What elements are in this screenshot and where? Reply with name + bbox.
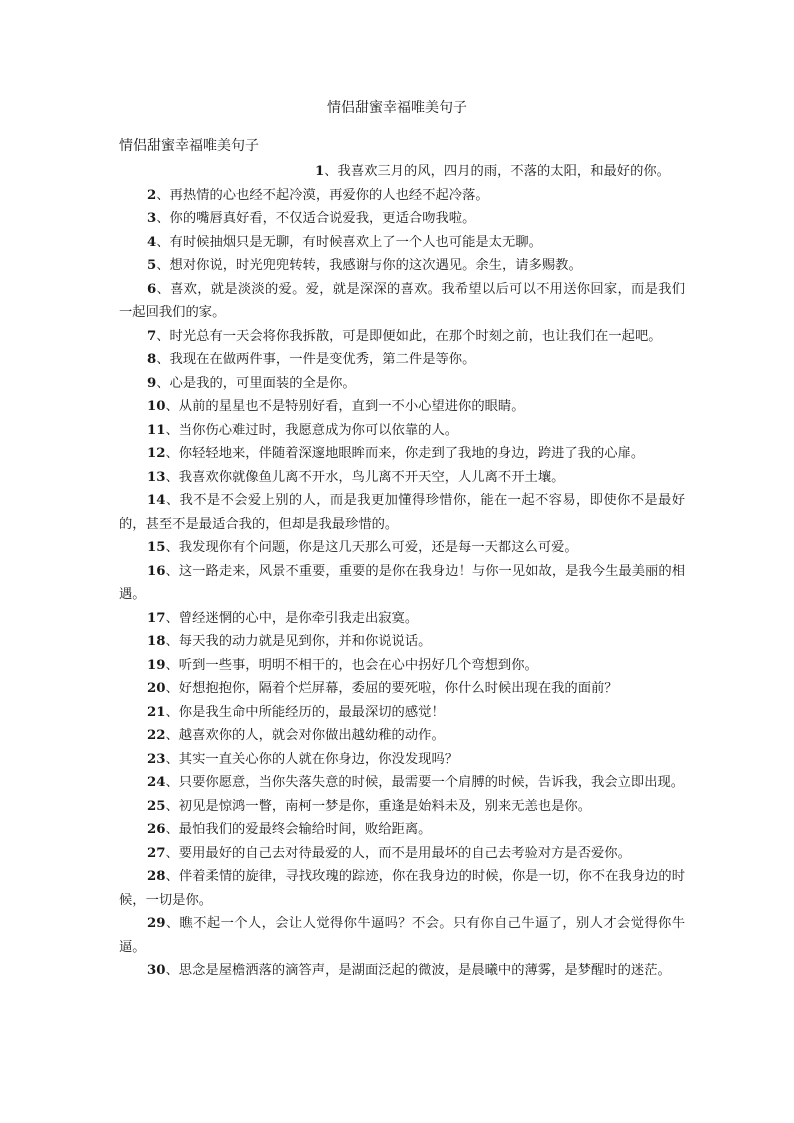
item-text: 、有时候抽烟只是无聊，有时候喜欢上了一个人也可能是太无聊。 (156, 234, 542, 250)
item-number: 17 (147, 610, 166, 626)
list-item (119, 442, 685, 466)
list-item (119, 912, 685, 959)
list-item (119, 254, 685, 278)
item-text: 、伴着柔情的旋律，寻找玫瑰的踪迹，你在我身边的时候，你是一切，你不在我身边的时候，一切是你。 (119, 869, 685, 908)
item-number: 14 (147, 493, 166, 508)
item-number: 9 (147, 375, 157, 391)
item-text: 、当你伤心难过时，我愿意成为你可以依靠的人。 (165, 422, 459, 438)
item-number: 2 (147, 187, 157, 203)
item-text: 、瞧不起一个人，会让人觉得你牛逼吗？不会。只有你自己牛逼了，别人才会觉得你牛逼。 (119, 916, 685, 955)
list-item (119, 419, 685, 443)
list-item (119, 795, 685, 819)
item-text: 、喜欢，就是淡淡的爱。爱，就是深深的喜欢。我希望以后可以不用送你回家，而是我们一起回我们的家。 (119, 281, 685, 320)
list-item (119, 607, 685, 631)
item-text: 、只要你愿意，当你失落失意的时候，最需要一个肩膊的时候，告诉我，我会立即出现。 (165, 775, 685, 790)
item-text: 、再热情的心也经不起冷漠，再爱你的人也经不起冷落。 (156, 187, 489, 203)
item-number: 24 (147, 775, 166, 790)
item-text: 、想对你说，时光兜兜转转，我感谢与你的这次遇见。余生，请多赐教。 (156, 258, 582, 273)
item-number: 6 (147, 281, 157, 297)
document-title: 情侣甜蜜幸福唯美句子 (327, 100, 467, 116)
list-item (119, 231, 685, 255)
item-number: 22 (147, 728, 166, 743)
item-text: 、心是我的，可里面装的全是你。 (156, 375, 356, 391)
list-item (119, 466, 685, 490)
item-number: 30 (147, 963, 166, 978)
item-number: 5 (147, 258, 157, 273)
list-item (119, 395, 685, 419)
item-number: 8 (147, 352, 157, 367)
item-number: 12 (147, 446, 166, 461)
item-text: 、要用最好的自己去对待最爱的人，而不是用最坏的自己去考验对方是否爱你。 (165, 845, 631, 861)
list-item (119, 677, 685, 701)
item-text: 、思念是屋檐洒落的滴答声，是湖面泛起的微波，是晨曦中的薄雾，是梦醒时的迷茫。 (165, 963, 671, 978)
item-number: 1 (315, 164, 325, 179)
item-number: 29 (147, 916, 166, 931)
list-item (119, 372, 685, 396)
item-number: 3 (147, 211, 157, 226)
list-item (119, 654, 685, 678)
item-text: 、好想抱抱你，隔着个烂屏幕，委屈的要死啦，你什么时候出现在我的面前？ (165, 681, 618, 696)
item-text: 、这一路走来，风景不重要，重要的是你在我身边！与你一见如故，是我今生最美丽的相遇。 (119, 563, 685, 602)
item-text: 、从前的星星也不是特别好看，直到一不小心望进你的眼睛。 (165, 399, 525, 414)
item-text: 、听到一些事，明明不相干的，也会在心中拐好几个弯想到你。 (165, 657, 538, 673)
item-number: 16 (147, 563, 166, 579)
item-text: 、我发现你有个问题，你是这几天那么可爱，还是每一天都这么可爱。 (165, 540, 578, 555)
item-text: 、最怕我们的爱最终会输给时间，败给距离。 (165, 822, 432, 837)
list-item (119, 560, 685, 607)
item-number: 26 (147, 822, 166, 837)
item-number: 21 (147, 704, 166, 720)
list-item (119, 630, 685, 654)
list-item (119, 865, 685, 912)
list-item (119, 184, 685, 208)
item-number: 28 (147, 869, 166, 884)
item-text: 、我现在在做两件事，一件是变优秀，第二件是等你。 (156, 352, 476, 367)
list-item (119, 536, 685, 560)
item-text: 、你是我生命中所能经历的，最最深切的感觉！ (165, 704, 445, 720)
item-text: 、曾经迷惘的心中，是你牵引我走出寂寞。 (165, 610, 419, 626)
list-item (119, 959, 685, 983)
item-number: 18 (147, 634, 166, 649)
item-number: 4 (147, 234, 157, 250)
item-text: 、我不是不会爱上别的人，而是我更加懂得珍惜你，能在一起不容易，即使你不是最好的，甚至不是最适合我的，但却是我最珍惜的。 (119, 493, 685, 532)
sentence-list (119, 160, 685, 983)
list-item (119, 325, 685, 349)
item-number: 15 (147, 540, 166, 555)
list-item (119, 278, 685, 325)
list-item (119, 701, 685, 725)
list-item (119, 160, 685, 184)
list-item (119, 771, 685, 795)
item-number: 23 (147, 751, 166, 767)
item-number: 27 (147, 845, 166, 861)
list-item (119, 348, 685, 372)
item-text: 、初见是惊鸿一瞥，南柯一梦是你，重逢是始料未及，别来无恙也是你。 (165, 798, 592, 814)
list-item (119, 748, 685, 772)
item-text: 、其实一直关心你的人就在你身边，你没发现吗？ (165, 751, 459, 767)
item-text: 、每天我的动力就是见到你，并和你说说话。 (165, 634, 432, 649)
item-number: 7 (147, 328, 157, 344)
item-number: 25 (147, 798, 166, 814)
item-number: 19 (147, 657, 166, 673)
item-text: 、你的嘴唇真好看，不仅适合说爱我，更适合吻我啦。 (156, 211, 476, 226)
item-text: 、我喜欢三月的风，四月的雨，不落的太阳，和最好的你。 (324, 164, 670, 179)
item-number: 11 (147, 422, 166, 438)
list-item (119, 207, 685, 231)
list-item (119, 842, 685, 866)
intro-heading: 情侣甜蜜幸福唯美句子 (119, 138, 259, 154)
item-text: 、越喜欢你的人，就会对你做出越幼稚的动作。 (165, 728, 445, 743)
item-number: 13 (147, 469, 166, 485)
list-item (119, 724, 685, 748)
item-number: 20 (147, 681, 166, 696)
item-number: 10 (147, 399, 166, 414)
list-item (119, 489, 685, 536)
item-text: 、时光总有一天会将你我拆散，可是即便如此，在那个时刻之前，也让我们在一起吧。 (156, 328, 662, 344)
item-text: 、我喜欢你就像鱼儿离不开水，鸟儿离不开天空，人儿离不开土壤。 (165, 469, 565, 485)
list-item (119, 818, 685, 842)
item-text: 、你轻轻地来，伴随着深邃地眼眸而来，你走到了我地的身边，跨进了我的心扉。 (165, 446, 645, 461)
